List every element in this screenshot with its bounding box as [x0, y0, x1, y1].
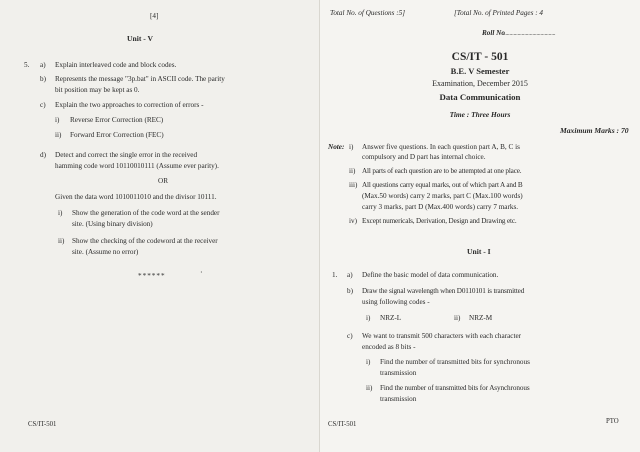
sub-ii-line1: Show the checking of the codeword at the receiver [72, 237, 218, 245]
q5a-text: Explain interleaved code and block codes. [55, 61, 177, 69]
q1c-ii-label: ii) [366, 384, 373, 392]
subject-title: Data Communication [439, 92, 521, 102]
stray-mark: · [200, 268, 203, 277]
sub-ii-line2: site. (Assume no error) [72, 248, 139, 256]
q1b-line2: using following codes - [362, 298, 430, 306]
end-mark: ****** [138, 272, 166, 280]
note-i-line1: Answer five questions. In each question part A, B, C is [362, 143, 520, 151]
note-iii-line1: All questions carry equal marks, out of which part A and B [362, 181, 523, 189]
q1b-i-text: NRZ-L [380, 314, 402, 322]
unit-i-heading: Unit - I [467, 247, 491, 256]
q5b-text-line2: bit position may be kept as 0. [55, 86, 140, 94]
unit-v-heading: Unit - V [127, 34, 154, 43]
q1c-label: c) [347, 332, 353, 340]
pto-marker: PTO [606, 418, 619, 425]
q1c-line2: encoded as 8 bits - [362, 343, 416, 351]
q5c-ii-label: ii) [55, 131, 62, 139]
q5d-label: d) [40, 151, 46, 159]
q1c-line1: We want to transmit 500 characters with each character [362, 332, 522, 340]
q5c-i-text: Reverse Error Correction (REC) [70, 116, 164, 124]
q1c-i-line1: Find the number of transmitted bits for synchronous [380, 358, 530, 366]
q1b-ii-text: NRZ-M [469, 314, 493, 322]
max-marks: Maximum Marks : 70 [560, 126, 629, 135]
sub-i-line1: Show the generation of the code word at the sender [72, 209, 220, 217]
note-i-label: i) [349, 143, 354, 151]
q1b-label: b) [347, 287, 353, 295]
note-iii-label: iii) [349, 181, 358, 189]
q5c-text: Explain the two approaches to correction of errors - [55, 101, 204, 109]
q5b-label: b) [40, 75, 46, 83]
left-footer: CS/IT-501 [28, 421, 57, 428]
q1b-line1: Draw the signal wavelength when D0110101 is transmitted [362, 287, 525, 295]
note-label: Note: [328, 143, 345, 151]
exam-session: Examination, December 2015 [432, 79, 528, 88]
q1b-ii-label: ii) [454, 314, 461, 322]
roll-no-blank[interactable]: ...................................... [504, 30, 556, 37]
q1a-text: Define the basic model of data communication. [362, 271, 499, 279]
sub-ii-label: ii) [58, 237, 65, 245]
question-1-number: 1. [332, 271, 338, 279]
note-iii-line3: carry 3 marks, part D (Max.400 words) carry 7 marks. [362, 203, 519, 211]
q5c-i-label: i) [55, 116, 60, 124]
q1c-i-label: i) [366, 358, 371, 366]
note-iv-text: Except numericals, Derivation, Design and Drawing etc. [362, 217, 517, 225]
q5b-text-line1: Represents the message "3p.bat" in ASCII code. The parity [55, 75, 225, 83]
semester: B.E. V Semester [450, 66, 510, 76]
note-i-line2: compulsory and D part has internal choice. [362, 153, 486, 161]
sub-i-label: i) [58, 209, 63, 217]
or-separator: OR [158, 177, 168, 185]
time-allowed: Time : Three Hours [449, 110, 511, 119]
note-ii-text: All parts of each question are to be attempted at one place. [362, 167, 522, 175]
q5d-text-line1: Detect and correct the single error in the received [55, 151, 198, 159]
total-questions: Total No. of Questions :5] [330, 9, 406, 17]
q5a-label: a) [40, 61, 46, 69]
q1c-i-line2: transmission [380, 369, 417, 377]
sub-i-line2: site. (Using binary division) [72, 220, 153, 228]
q5c-label: c) [40, 101, 46, 109]
q5d-text-line2: hamming code word 10110010111 (Assume ever parity). [55, 162, 219, 170]
given-data-word: Given the data word 1010011010 and the divisor 10111. [55, 193, 217, 201]
question-5-number: 5. [24, 61, 30, 69]
q1c-ii-line2: transmission [380, 395, 417, 403]
note-iii-line2: (Max.50 words) carry 2 marks, part C (Max.100 words) [362, 192, 523, 200]
note-ii-label: ii) [349, 167, 356, 175]
roll-no-label: Roll No [482, 29, 505, 37]
paper-code: CS/IT - 501 [451, 51, 509, 63]
right-page [320, 0, 640, 452]
q1b-i-label: i) [366, 314, 371, 322]
total-printed-pages: [Total No. of Printed Pages : 4 [454, 9, 543, 17]
page-number: [4] [150, 12, 159, 20]
q5c-ii-text: Forward Error Correction (FEC) [70, 131, 164, 139]
right-footer: CS/IT-501 [328, 421, 357, 428]
q1c-ii-line1: Find the number of transmitted bits for Asynchronous [380, 384, 530, 392]
q1a-label: a) [347, 271, 353, 279]
note-iv-label: iv) [349, 217, 357, 225]
